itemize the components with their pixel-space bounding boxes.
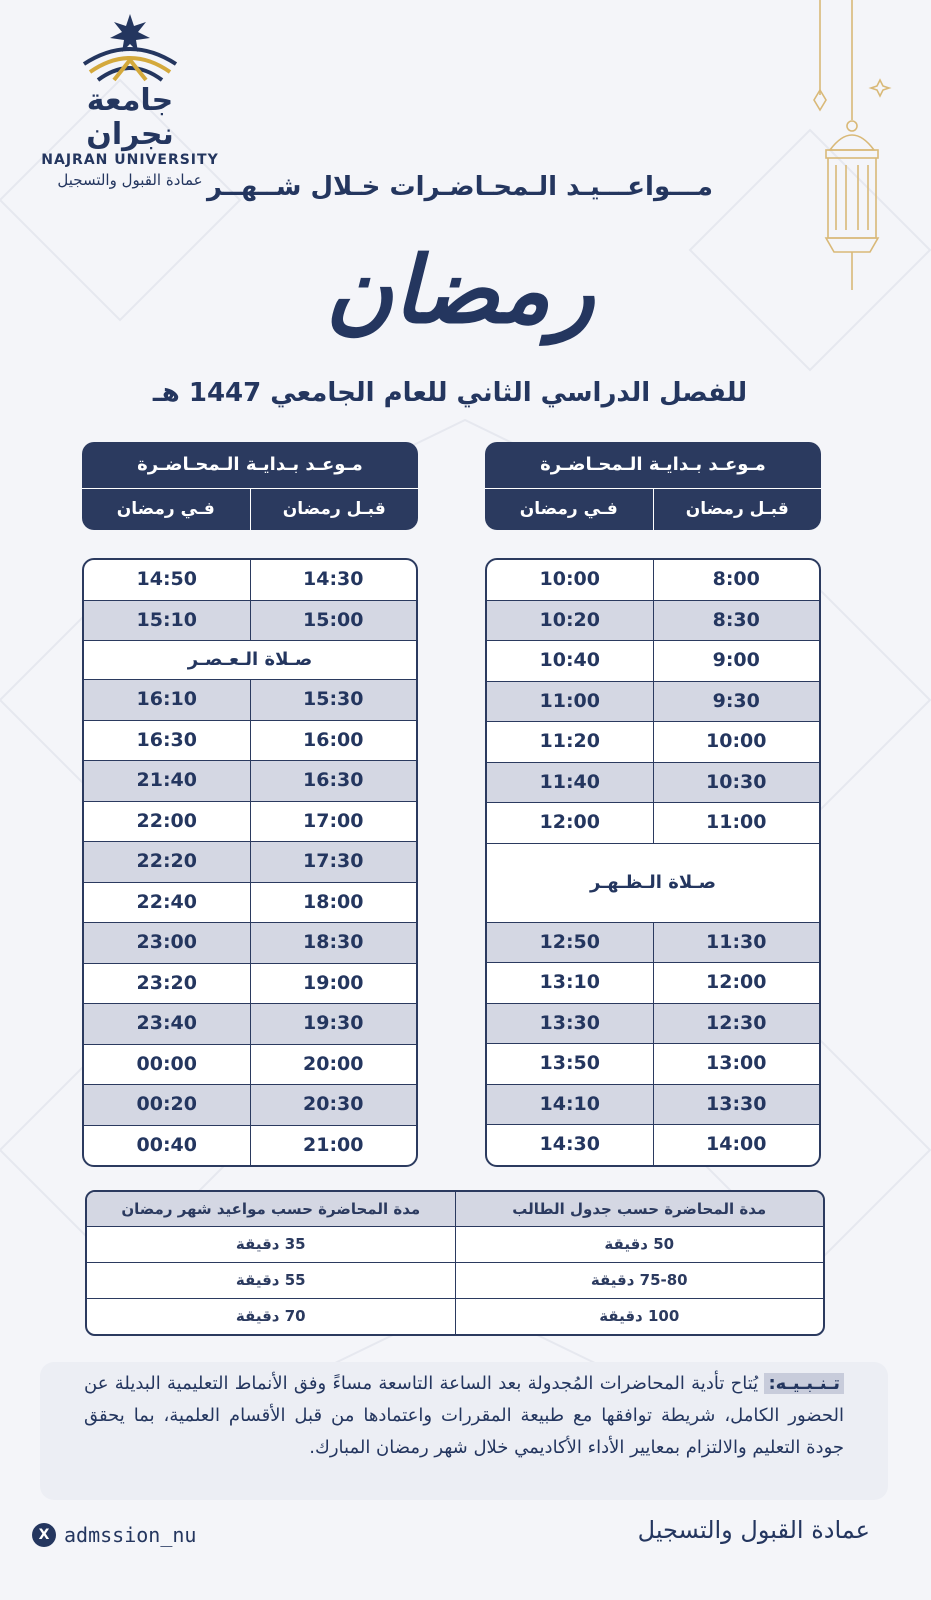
during-ramadan-time: 16:10 [136,688,197,710]
schedule-row [84,802,416,843]
before-ramadan-time: 11:00 [653,803,820,843]
during-ramadan-time: 22:00 [136,809,197,832]
prayer-label: صـلاة الـظـهـر [589,871,717,893]
during-ramadan-time: 11:20 [539,730,600,752]
schedule-row [84,601,416,642]
logo-emblem-icon [70,14,190,84]
during-ramadan-time: 11:40 [539,770,600,793]
ramadan-word: رمضان [325,236,595,344]
before-ramadan-time: 16:30 [250,761,417,801]
during-ramadan-time: 23:40 [136,1012,197,1034]
schedule-row [84,680,416,721]
during-ramadan-time: 11:00 [539,689,600,712]
left-schedule-table [82,558,418,1167]
page-subtitle: للفصل الدراسي الثاني للعام الجامعي 1447 هـ [152,378,748,408]
prayer-break-row [487,844,819,923]
schedule-row [84,1004,416,1045]
before-ramadan-time: 19:00 [250,964,417,1004]
before-ramadan-time: 9:30 [653,682,820,722]
duration-ramadan-cell: 55 دقيقة [235,1271,306,1289]
page-title: مـــواعـــيـد الـمحـاضـرات خـلال شــهــر [206,172,714,202]
before-ramadan-time: 9:00 [653,641,820,681]
right-col-during: فـي رمضان [519,499,618,519]
schedule-row [487,1125,819,1165]
schedule-row [487,763,819,804]
notice-text: يُتاح تأدية المحاضرات المُجدولة بعد الساعة التاسعة مساءً وفق الأنماط التعليمية البديلة عن الحضور الكامل، شريطة توافقها مع طبيعة المقررات واعتمادها من قبل الأقسام العلمية، بما يحقق جودة التعليم والالتزام بمعايير الأداء الأكاديمي خلال شهر رمضان المبارك. [84,1373,844,1458]
schedule-row [84,560,416,601]
duration-row [87,1263,823,1299]
duration-student-cell: 100 دقيقة [455,1299,824,1334]
before-ramadan-time: 18:30 [250,923,417,963]
before-ramadan-time: 12:00 [653,963,820,1003]
schedule-row [487,963,819,1004]
schedule-row [84,923,416,964]
schedule-row [84,721,416,762]
during-ramadan-time: 12:00 [539,811,600,833]
duration-col-student: مدة المحاضرة حسب جدول الطالب [455,1192,824,1226]
duration-ramadan-cell: 70 دقيقة [235,1307,306,1325]
schedule-row [84,761,416,802]
during-ramadan-time: 22:40 [136,890,197,913]
logo-deanship: عمادة القبول والتسجيل [57,171,203,189]
schedule-row [487,1085,819,1126]
schedule-row [487,601,819,642]
prayer-label: صـلاة الـعـصـر [187,649,313,670]
schedule-row [84,1126,416,1166]
before-ramadan-time: 20:00 [250,1045,417,1085]
duration-row [87,1299,823,1334]
left-col-during: فـي رمضان [116,499,215,519]
schedule-row [84,1045,416,1086]
before-ramadan-time: 17:00 [250,802,417,842]
duration-student-cell: 50 دقيقة [455,1227,824,1262]
schedule-row [487,722,819,763]
during-ramadan-time: 13:50 [539,1052,600,1074]
before-ramadan-time: 16:00 [250,721,417,761]
left-header-title: مـوعـد بـدايـة الـمحـاضـرة [82,442,418,489]
during-ramadan-time: 21:40 [136,769,197,791]
duration-table [85,1190,825,1336]
before-ramadan-time: 20:30 [250,1085,417,1125]
during-ramadan-time: 00:40 [136,1133,197,1156]
before-ramadan-time: 8:30 [653,601,820,641]
during-ramadan-time: 15:10 [136,608,197,631]
duration-col-ramadan: مدة المحاضرة حسب مواعيد شهر رمضان [121,1200,421,1218]
schedule-row [487,1044,819,1085]
left-col-before: قبـل رمضان [250,489,419,530]
during-ramadan-time: 10:00 [539,568,600,590]
before-ramadan-time: 18:00 [250,883,417,923]
notice-box [40,1362,888,1500]
before-ramadan-time: 15:00 [250,601,417,641]
notice-label: تـنـبـيـه: [764,1373,844,1394]
before-ramadan-time: 14:00 [653,1125,820,1165]
schedule-row [487,641,819,682]
logo-english-name: NAJRAN UNIVERSITY [41,152,219,168]
ramadan-calligraphy [260,215,660,375]
before-ramadan-time: 8:00 [653,560,820,600]
duration-ramadan-cell: 35 دقيقة [235,1235,306,1253]
before-ramadan-time: 10:00 [653,722,820,762]
during-ramadan-time: 00:00 [136,1052,197,1075]
duration-row [87,1227,823,1263]
before-ramadan-time: 14:30 [250,560,417,600]
during-ramadan-time: 16:30 [136,728,197,751]
right-col-before: قبـل رمضان [653,489,822,530]
during-ramadan-time: 22:20 [136,850,197,872]
during-ramadan-time: 13:30 [539,1011,600,1034]
during-ramadan-time: 23:20 [136,971,197,994]
schedule-row [487,803,819,844]
during-ramadan-time: 10:20 [539,608,600,631]
left-table-header [82,442,418,530]
during-ramadan-time: 14:30 [539,1133,600,1155]
duration-student-cell: 75-80 دقيقة [455,1263,824,1298]
schedule-row [487,1004,819,1045]
before-ramadan-time: 19:30 [250,1004,417,1044]
logo-arabic-name: جامعة نجران [86,83,174,152]
schedule-row [84,842,416,883]
social-handle-text: admssion_nu [64,1523,197,1547]
prayer-break-row [84,641,416,680]
during-ramadan-time: 00:20 [136,1093,197,1115]
schedule-row [487,560,819,601]
schedule-row [487,682,819,723]
before-ramadan-time: 10:30 [653,763,820,803]
university-logo [40,14,220,189]
schedule-row [84,964,416,1005]
schedule-row [84,1085,416,1126]
right-header-title: مـوعـد بـدايـة الـمحـاضـرة [485,442,821,489]
before-ramadan-time: 17:30 [250,842,417,882]
schedule-row [487,923,819,964]
schedule-row [84,883,416,924]
before-ramadan-time: 21:00 [250,1126,417,1166]
during-ramadan-time: 10:40 [539,649,600,671]
lantern-icon [800,0,900,300]
before-ramadan-time: 15:30 [250,680,417,720]
before-ramadan-time: 13:30 [653,1085,820,1125]
during-ramadan-time: 23:00 [136,931,197,953]
before-ramadan-time: 12:30 [653,1004,820,1044]
during-ramadan-time: 12:50 [539,930,600,953]
right-schedule-table [485,558,821,1167]
x-logo-icon: X [32,1523,56,1547]
social-handle[interactable] [32,1520,196,1550]
before-ramadan-time: 13:00 [653,1044,820,1084]
during-ramadan-time: 14:10 [539,1092,600,1115]
right-table-header [485,442,821,530]
during-ramadan-time: 13:10 [539,971,600,993]
footer-deanship: عمادة القبول والتسجيل [637,1516,870,1544]
during-ramadan-time: 14:50 [136,568,197,590]
before-ramadan-time: 11:30 [653,923,820,963]
